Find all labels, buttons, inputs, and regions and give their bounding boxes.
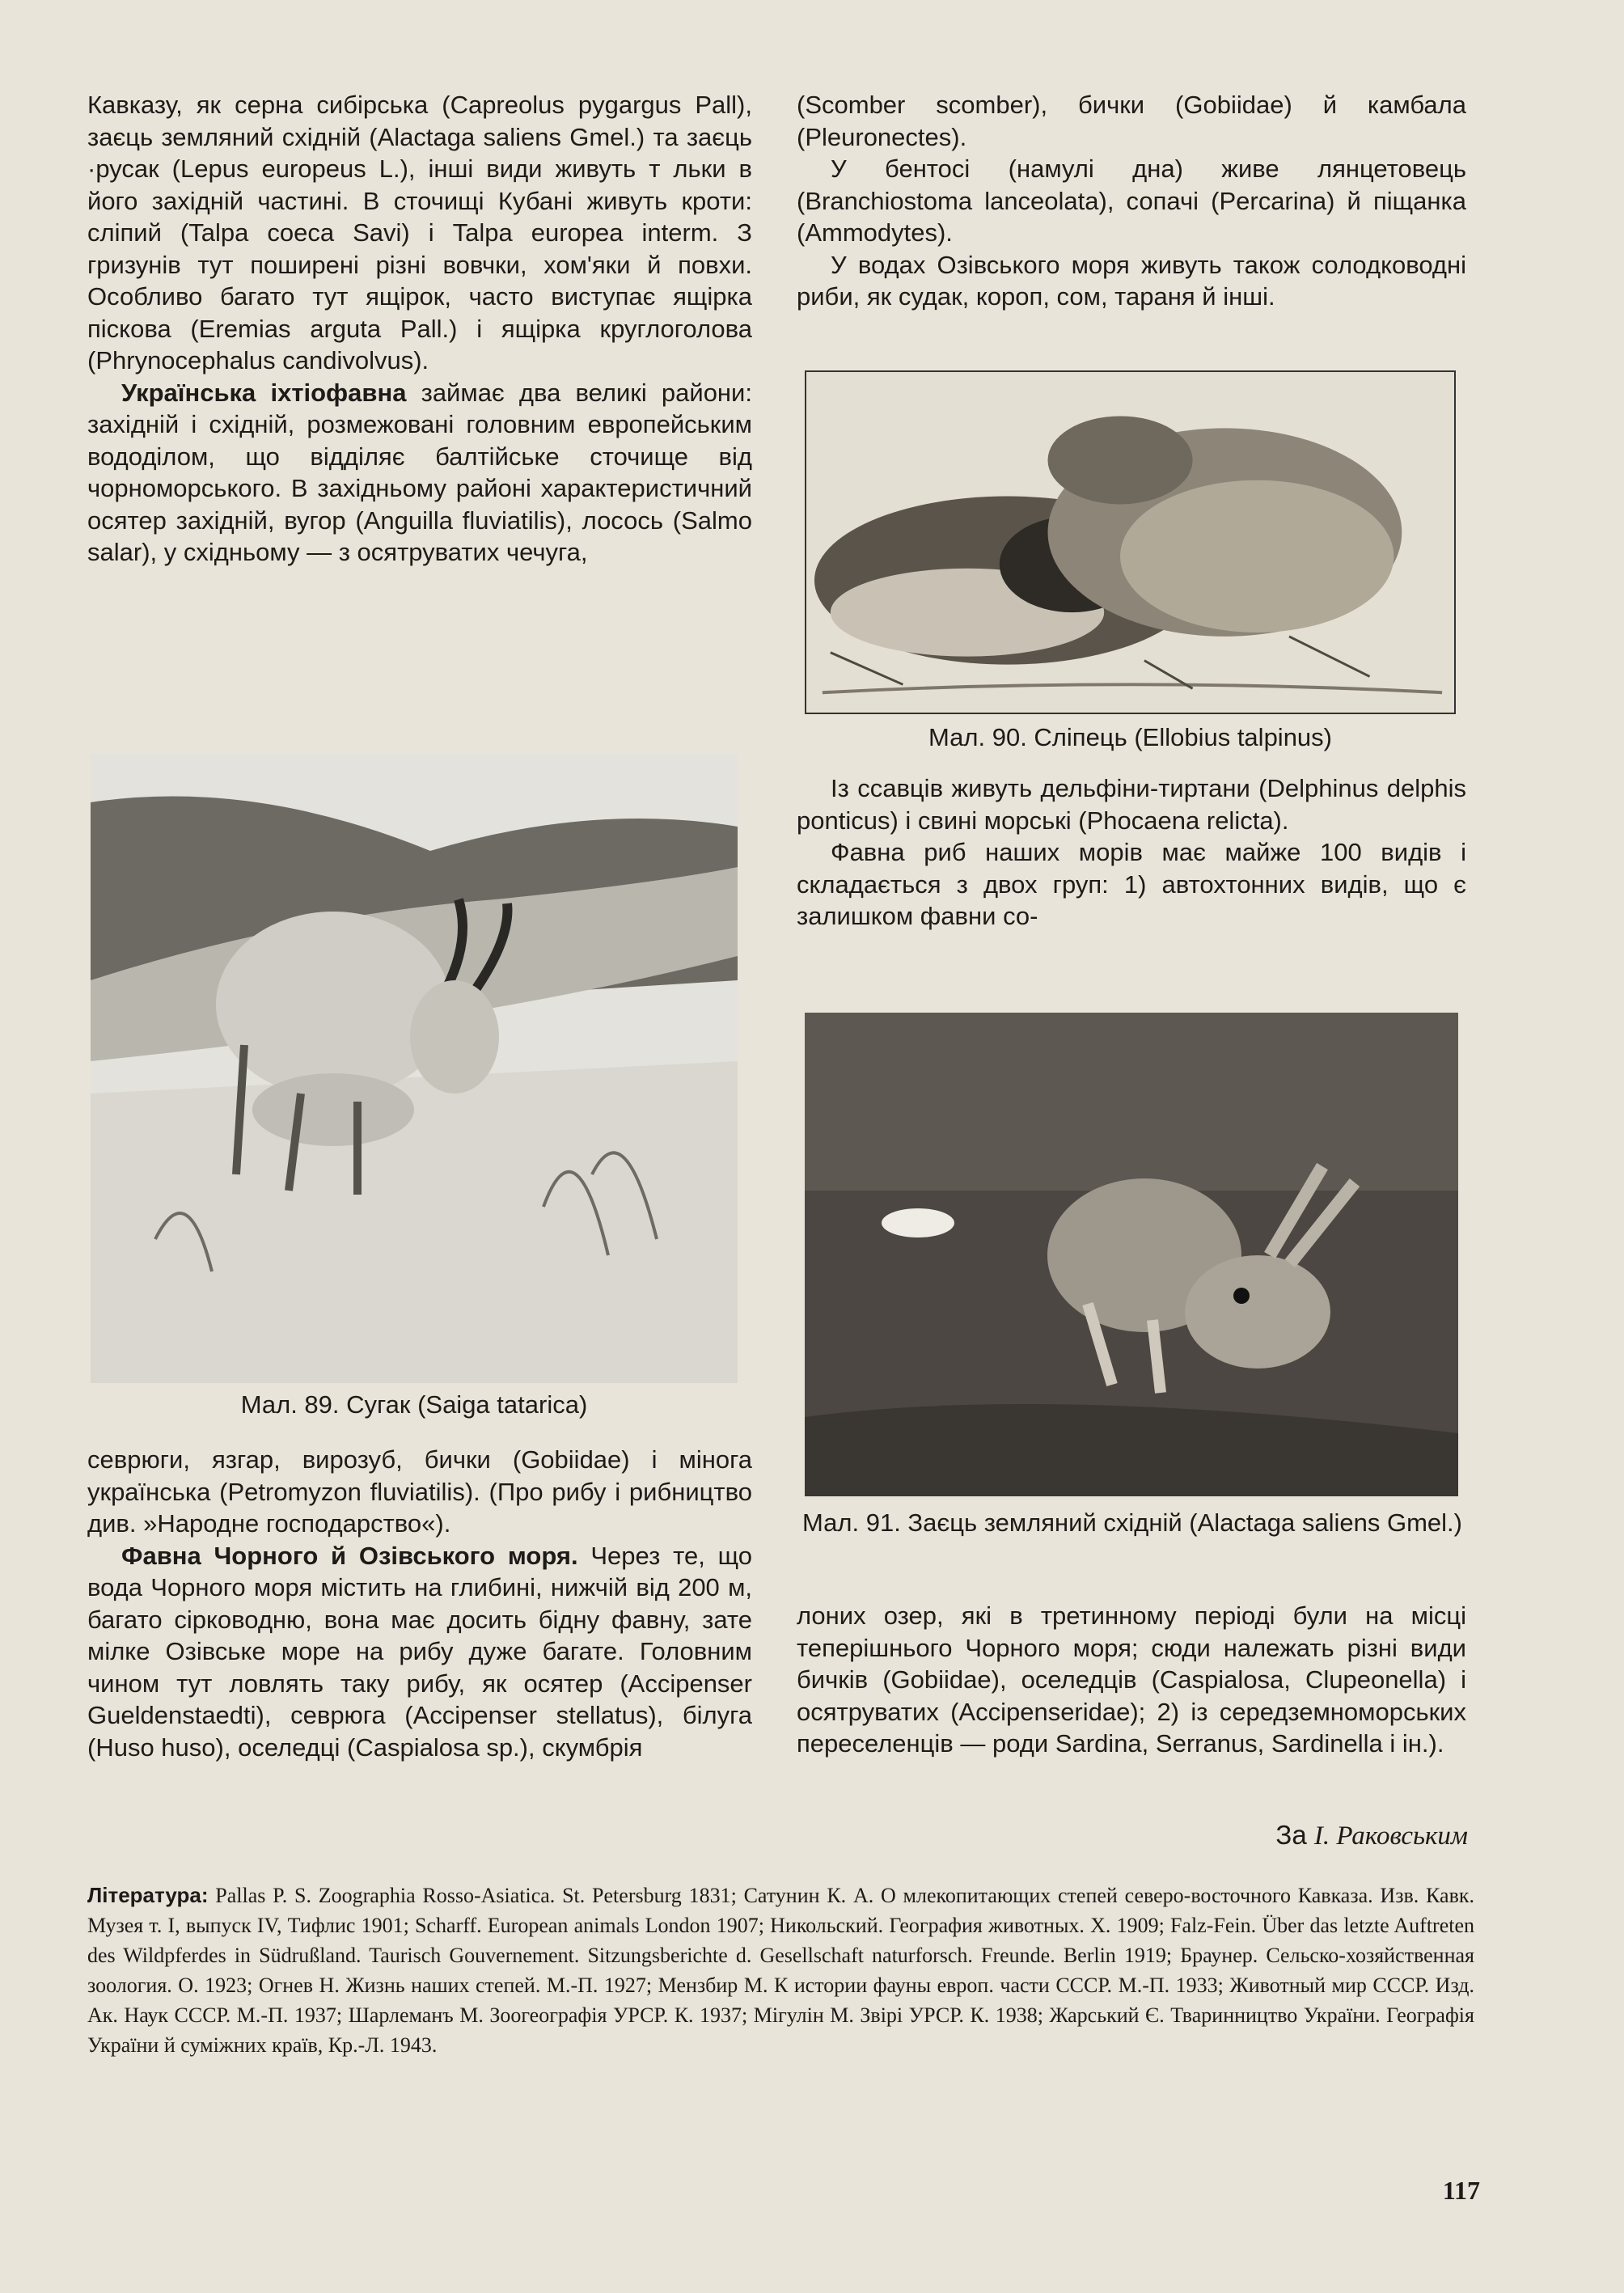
literature-label: Література: xyxy=(87,1883,209,1907)
figure-caption: Мал. 91. Заєць земляний східній (Alactaga saliens Gmel.) xyxy=(802,1508,1462,1537)
paragraph: У водах Озівського моря живуть також солодководні риби, як судак, короп, сом, тараня й інші. xyxy=(797,250,1466,311)
paragraph-text: Через те, що вода Чорного моря містить на глибині, нижчій від 200 м, багато сірководню, вона має досить бідну фавну, зате мілке Озівське море на рибу дуже багате. Головним чином тут ловлять таку рибу, як осятер (Accipenser Gueldenstaedti), севрюга (Accipenser stellatus), білуга (Huso huso), оселедці (Caspialosa sp.), скумбрія xyxy=(87,1541,752,1762)
paragraph: У бентосі (намулі дна) живе лянцетовець (Branchiostoma lanceolata), сопачі (Percarina) й піщанка (Ammodytes). xyxy=(797,154,1466,247)
paragraph xyxy=(87,377,752,569)
figure-ellobius-illustration xyxy=(805,370,1456,714)
paragraph: (Scomber scomber), бички (Gobiidae) й камбала (Pleuronectes). xyxy=(797,91,1466,151)
author-signature xyxy=(797,1820,1468,1851)
paragraph xyxy=(87,1540,752,1764)
figure-saiga-photo xyxy=(91,754,738,1383)
paragraph: Фавна риб наших морів має майже 100 видів і складається з двох груп: 1) автохтонних видів, що є залишком фавни со- xyxy=(797,838,1466,930)
right-column-top-text xyxy=(797,89,1466,313)
paragraph: Кавказу, як серна сибірська (Capreolus pygargus Pall), заєць земляний східній (Alactaga saliens Gmel.) та заєць ·русак (Lepus europeus L.), інші види живуть т льки в його західній частині. В сточищі Кубані живуть кроти: сліпий (Talpa coeca Savi) і Talpa europea interm. З гризунів тут поширені різні вовчки, хом'яки й повхи. Особливо багато тут ящірок, часто виступає ящірка піскова (Eremias arguta Pall.) і ящірка круглоголова (Phrynocephalus candivolvus). xyxy=(87,91,752,374)
paragraph: лоних озер, які в третинному періоді були на місці теперішнього Чорного моря; сюди належать різні види бичків (Gobiidae), оселедців (Caspialosa, Clupeonella) і осятруватих (Accipenseridae); 2) із середземноморських переселенців — роди Sardina, Serranus, Sardinella і ін.). xyxy=(797,1601,1466,1758)
figure-caption: Мал. 89. Сугак (Saiga tatarica) xyxy=(240,1390,588,1419)
paragraph: севрюги, язгар, вирозуб, бички (Gobiidae) і мінога українська (Petromyzon fluviatilis). (Про рибу і рибництво див. »Народне господарство«). xyxy=(87,1445,752,1538)
paragraph-text: займає два великі райони: західній і східній, розмежовані головним европейським вододілом, що відділяє балтійське сточище від чорноморського. В західньому районі характеристичний осятер західній, вугор (Anguilla fluviatilis), лосось (Salmo salar), у східньому — з осятруватих чечуга, xyxy=(87,378,752,566)
author-name: І. Раковським xyxy=(1313,1821,1468,1851)
figure-jerboa-photo xyxy=(805,1013,1458,1496)
literature-references xyxy=(87,1881,1474,2060)
figure-caption: Мал. 90. Сліпець (Ellobius talpinus) xyxy=(928,723,1332,751)
section-heading: Фавна Чорного й Озівського моря. xyxy=(121,1541,578,1570)
author-prefix: За xyxy=(1275,1820,1307,1850)
page-number: 117 xyxy=(1442,2176,1480,2205)
literature-text: Pallas P. S. Zoographia Rosso-Asiatica. St. Petersburg 1831; Сатунин К. А. О млекопитающих степей северо-восточного Кавказа. Изв. Кавк. Музея т. I, выпуск IV, Тифлис 1901; Scharff. European animals London 1907; Никольский. География животных. Х. 1909; Falz-Fein. Über das letzte Auftreten des Wildpferdes in Südrußland. Taurisch Gouvernement. Sitzungsberichte d. Gesellschaft naturforsch. Freunde. Berlin 1919; Браунер. Сельско-хозяйственная зоология. О. 1923; Огнев Н. Жизнь наших степей. М.-П. 1927; Мензбир М. К истории фауны европ. части СССР. М.-П. 1933; Животный мир СССР. Изд. Ак. Наук СССР. М.-П. 1937; Шарлеманъ М. Зоогеографія УРСР. К. 1937; Мігулін М. Звірі УРСР. К. 1938; Жарський Є. Тваринництво України. Географія України й суміжних країв, Кр.-Л. 1943. xyxy=(87,1884,1474,2057)
right-column-middle-text xyxy=(797,772,1466,933)
paragraph: Із ссавців живуть дельфіни-тиртани (Delphinus delphis ponticus) і свині морські (Phocaena relicta). xyxy=(797,774,1466,835)
right-column-bottom-text xyxy=(797,1600,1466,1760)
left-column-bottom-text xyxy=(87,1444,752,1763)
left-column-top-text xyxy=(87,89,752,569)
section-heading: Українська іхтіофавна xyxy=(121,378,407,407)
